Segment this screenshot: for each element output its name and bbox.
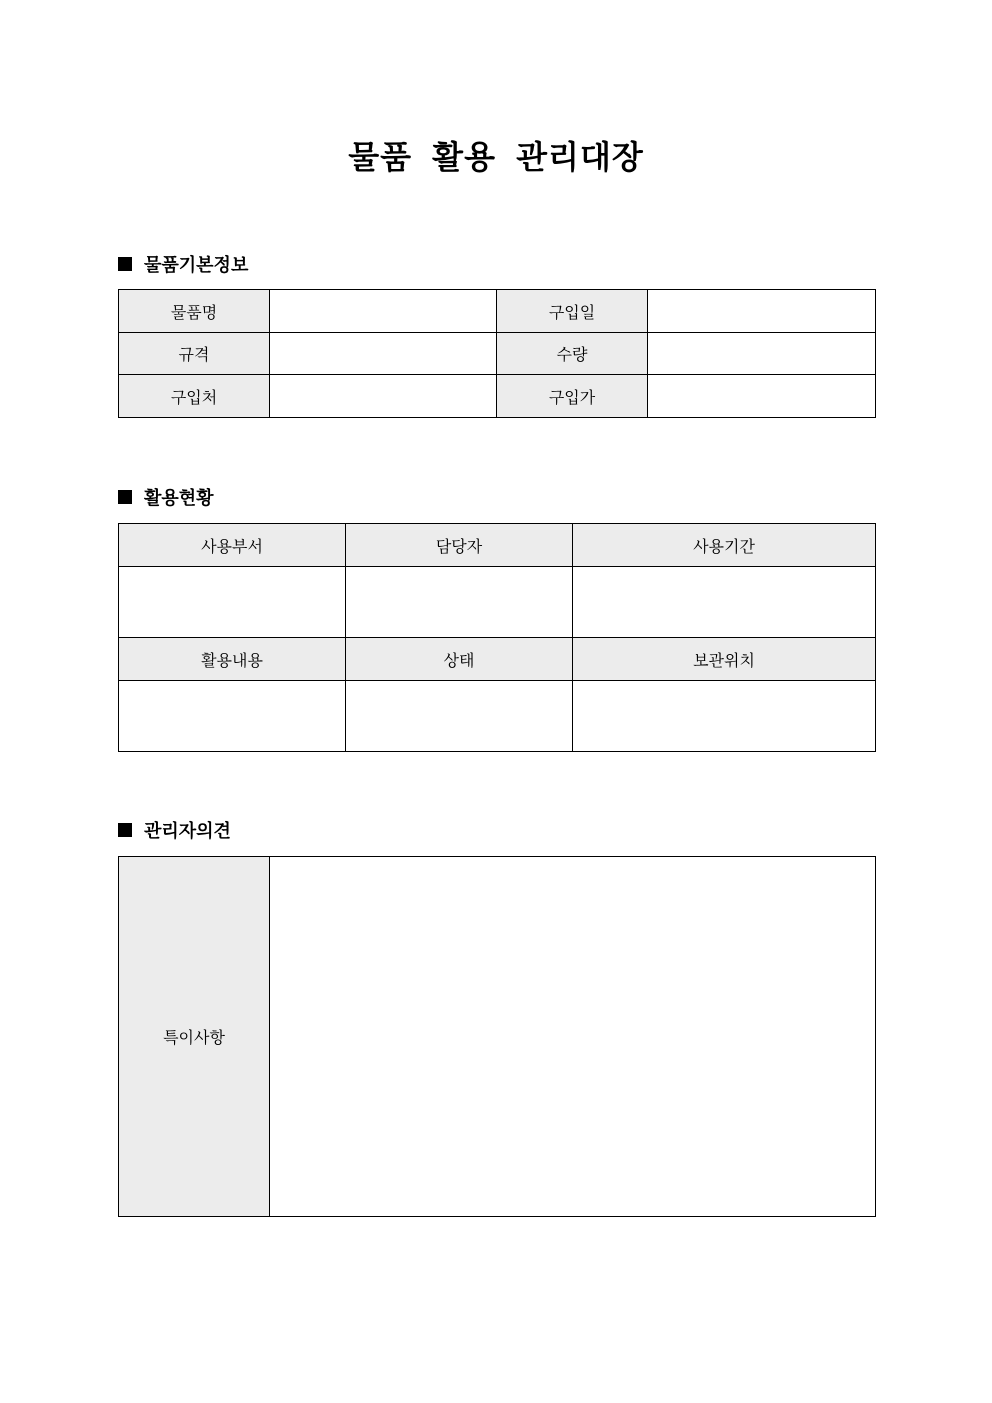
table-header-row: [119, 638, 876, 681]
condition-label: 상태: [346, 638, 573, 681]
item-name-label: 물품명: [119, 290, 270, 333]
section-heading-label: 관리자의견: [144, 821, 231, 842]
basic-info-table: [118, 289, 876, 418]
item-name-field[interactable]: [270, 290, 497, 333]
black-square-icon: [118, 490, 132, 504]
table-row: [119, 567, 876, 638]
storage-location-field[interactable]: [573, 681, 876, 752]
vendor-field[interactable]: [270, 375, 497, 418]
table-row: [119, 857, 876, 1217]
spec-label: 규격: [119, 333, 270, 375]
table-row: [119, 333, 876, 375]
usage-status-table: [118, 523, 876, 752]
manager-opinion-table: [118, 856, 876, 1217]
spec-field[interactable]: [270, 333, 497, 375]
storage-location-label: 보관위치: [573, 638, 876, 681]
usage-period-label: 사용기간: [573, 524, 876, 567]
section-heading-manager-opinion: [118, 817, 231, 843]
purchase-price-field[interactable]: [648, 375, 876, 418]
purchase-price-label: 구입가: [497, 375, 648, 418]
black-square-icon: [118, 257, 132, 271]
table-header-row: [119, 524, 876, 567]
manager-field[interactable]: [346, 567, 573, 638]
manager-label: 담당자: [346, 524, 573, 567]
section-heading-label: 물품기본정보: [144, 255, 249, 276]
table-row: [119, 681, 876, 752]
section-heading-usage-status: [118, 484, 214, 510]
section-heading-label: 활용현황: [144, 488, 214, 509]
purchase-date-label: 구입일: [497, 290, 648, 333]
quantity-field[interactable]: [648, 333, 876, 375]
section-heading-basic-info: [118, 251, 248, 277]
department-label: 사용부서: [119, 524, 346, 567]
quantity-label: 수량: [497, 333, 648, 375]
table-row: [119, 375, 876, 418]
department-field[interactable]: [119, 567, 346, 638]
usage-period-field[interactable]: [573, 567, 876, 638]
special-notes-label: 특이사항: [119, 857, 270, 1217]
table-row: [119, 290, 876, 333]
black-square-icon: [118, 823, 132, 837]
vendor-label: 구입처: [119, 375, 270, 418]
usage-details-label: 활용내용: [119, 638, 346, 681]
purchase-date-field[interactable]: [648, 290, 876, 333]
usage-details-field[interactable]: [119, 681, 346, 752]
special-notes-field[interactable]: [270, 857, 876, 1217]
condition-field[interactable]: [346, 681, 573, 752]
document-title: 물품 활용 관리대장: [348, 138, 644, 176]
